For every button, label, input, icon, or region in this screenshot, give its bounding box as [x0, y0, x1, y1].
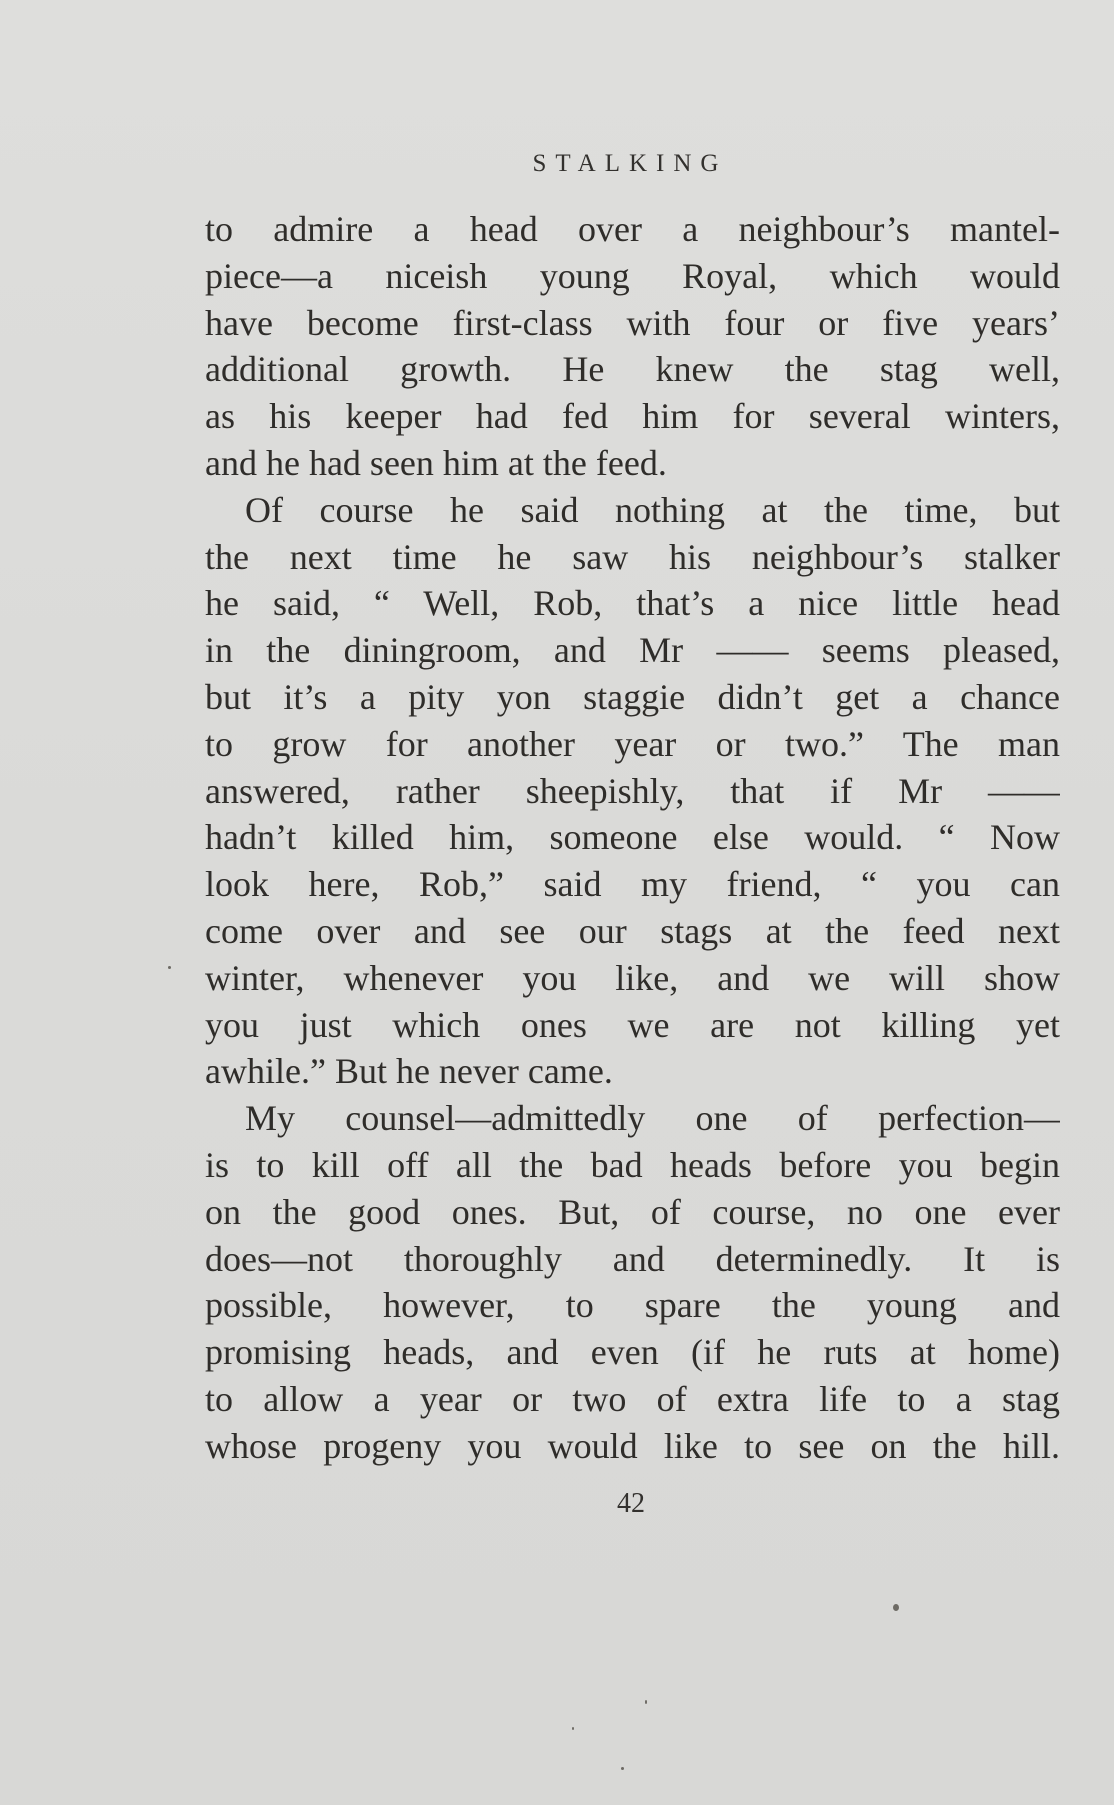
text-line: answered, rather sheepishly, that if Mr —— — [205, 770, 1060, 811]
paragraph-3 — [205, 1095, 1060, 1469]
paper-speck — [645, 1700, 647, 1704]
paragraph-1 — [205, 206, 1060, 487]
running-head: STALKING — [532, 150, 728, 177]
text-line: is to kill off all the bad heads before you begin — [205, 1144, 1060, 1185]
text-line: to grow for another year or two.” The man — [205, 723, 1060, 764]
text-line: the next time he saw his neighbour’s stalker — [205, 536, 1060, 577]
text-line: promising heads, and even (if he ruts at home) — [205, 1332, 1060, 1373]
body-text — [205, 206, 1060, 1470]
paragraph-2 — [205, 487, 1060, 1095]
text-line: to allow a year or two of extra life to a stag — [205, 1378, 1060, 1419]
text-line: look here, Rob,” said my friend, “ you can — [205, 864, 1060, 905]
paper-speck — [621, 1767, 624, 1770]
text-line: to admire a head over a neighbour’s mantel- — [205, 209, 1060, 249]
text-line: does—not thoroughly and determinedly. It is — [205, 1238, 1060, 1279]
text-line: additional growth. He knew the stag well, — [205, 349, 1060, 390]
text-line: he said, “ Well, Rob, that’s a nice little head — [205, 583, 1060, 624]
text-line: winter, whenever you like, and we will show — [205, 957, 1060, 998]
text-line: hadn’t killed him, someone else would. “ Now — [205, 817, 1060, 858]
text-line: awhile.” But he never came. — [205, 1051, 613, 1092]
text-line: come over and see our stags at the feed next — [205, 910, 1060, 951]
text-line: in the diningroom, and Mr —— seems pleased, — [205, 630, 1060, 671]
text-line: piece—a niceish young Royal, which would — [205, 255, 1060, 296]
text-line: have become first-class with four or five years’ — [205, 302, 1060, 343]
text-line: you just which ones we are not killing yet — [205, 1004, 1060, 1045]
text-line: whose progeny you would like to see on the hill. — [205, 1425, 1060, 1466]
page-number: 42 — [617, 1488, 645, 1519]
text-line: Of course he said nothing at the time, but — [245, 489, 1060, 530]
paper-speck — [893, 1604, 899, 1611]
text-line: and he had seen him at the feed. — [205, 442, 667, 483]
text-line: possible, however, to spare the young and — [205, 1285, 1060, 1326]
text-line: My counsel—admittedly one of perfection— — [245, 1098, 1060, 1139]
paper-speck — [572, 1727, 574, 1730]
text-line: on the good ones. But, of course, no one ever — [205, 1191, 1060, 1232]
text-line: as his keeper had fed him for several winters, — [205, 396, 1060, 437]
paper-speck — [168, 966, 171, 969]
text-line: but it’s a pity yon staggie didn’t get a chance — [205, 676, 1060, 717]
